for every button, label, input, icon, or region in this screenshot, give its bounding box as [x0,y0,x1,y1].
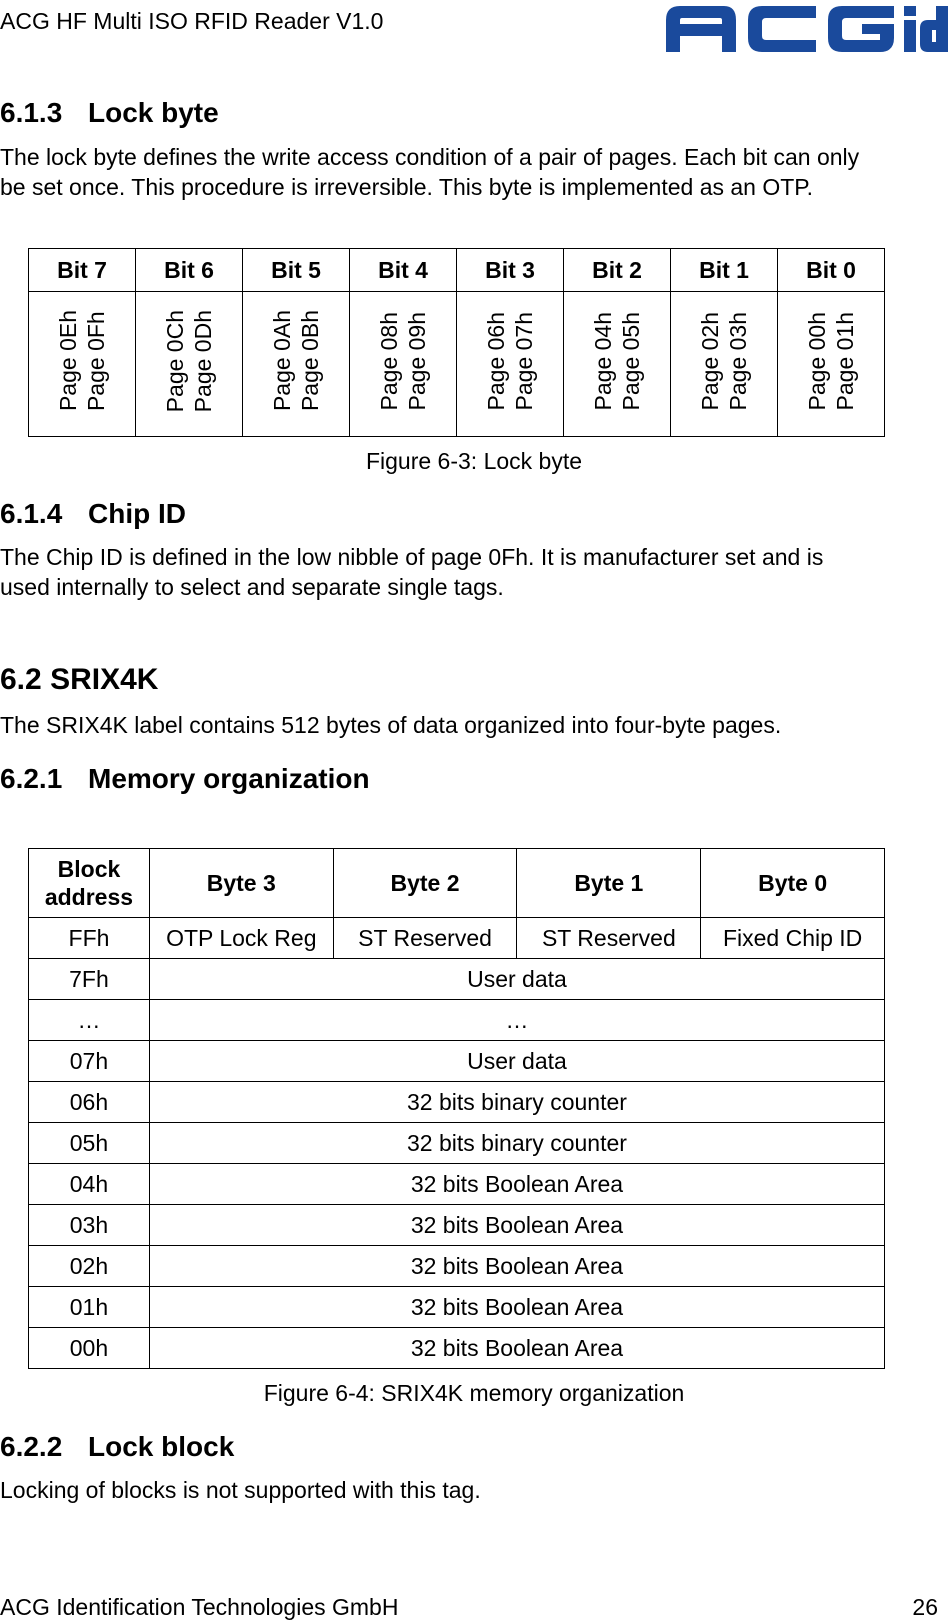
srix4k-paragraph: The SRIX4K label contains 512 bytes of data organized into four-byte pages. [0,712,782,738]
table-row [29,1123,885,1164]
address-cell: 01h [29,1287,150,1328]
address-cell: 02h [29,1246,150,1287]
table-row [29,1000,885,1041]
byte-header: Byte 3 [149,849,333,918]
block-value-cell: 32 bits Boolean Area [149,1205,884,1246]
heading-6-1-3 [0,97,219,129]
block-value-cell: 32 bits Boolean Area [149,1246,884,1287]
section-title: SRIX4K [50,663,159,696]
address-cell: … [29,1000,150,1041]
section-number: 6.1.4 [0,498,63,529]
page-label: Page 02h [697,311,723,411]
heading-6-2-1 [0,763,370,795]
page-label: Page 09h [404,311,430,411]
header-title: ACG HF Multi ISO RFID Reader V1.0 [0,8,384,34]
table-row [29,1287,885,1328]
page-label: Page 0Dh [190,309,216,413]
byte-cell: OTP Lock Reg [149,918,333,959]
block-value-cell: … [149,1000,884,1041]
page-label: Page 03h [725,311,751,411]
block-value-cell: 32 bits binary counter [149,1123,884,1164]
memory-organization-table [28,848,885,1369]
lock-byte-paragraph [0,142,940,202]
page-label: Page 0Fh [83,311,109,412]
address-cell: 07h [29,1041,150,1082]
section-number: 6.2.1 [0,763,63,794]
block-value-cell: 32 bits Boolean Area [149,1164,884,1205]
address-cell: 04h [29,1164,150,1205]
page-label: Page 0Eh [55,310,81,412]
page-label: Page 08h [376,311,402,411]
page-label: Page 06h [483,311,509,411]
heading-6-1-4 [0,498,186,530]
bit-header: Bit 4 [350,249,457,292]
address-cell: 06h [29,1082,150,1123]
byte-header: Byte 2 [333,849,517,918]
page-pair-cell [243,292,350,437]
acg-logo [666,2,948,54]
byte-cell: ST Reserved [517,918,701,959]
byte-cell: ST Reserved [333,918,517,959]
byte-header: Byte 0 [701,849,885,918]
heading-6-2 [0,663,158,697]
page-pair-cell [136,292,243,437]
page-label: Page 07h [511,311,537,411]
page-label: Page 04h [590,311,616,411]
section-number: 6.1.3 [0,97,63,128]
paragraph-line: be set once. This procedure is irreversible. This byte is implemented as an OTP. [0,174,814,200]
lock-block-paragraph: Locking of blocks is not supported with this tag. [0,1477,481,1503]
section-number: 6.2 [0,663,42,696]
bit-header: Bit 7 [29,249,136,292]
table-header-row [29,849,885,918]
table-header-row [29,249,885,292]
figure-caption-lock-byte: Figure 6-3: Lock byte [365,448,583,474]
block-address-header [29,849,150,918]
bit-header: Bit 1 [671,249,778,292]
block-value-cell: User data [149,959,884,1000]
page-label: Page 0Ch [162,309,188,413]
section-title: Memory organization [88,763,370,794]
block-value-cell: 32 bits Boolean Area [149,1328,884,1369]
heading-6-2-2 [0,1431,234,1463]
table-row [29,959,885,1000]
bit-header: Bit 6 [136,249,243,292]
page-pair-cell [671,292,778,437]
lock-byte-table [28,248,885,437]
address-cell: 05h [29,1123,150,1164]
figure-caption-memory: Figure 6-4: SRIX4K memory organization [263,1380,685,1406]
bit-header: Bit 3 [457,249,564,292]
bit-header: Bit 2 [564,249,671,292]
table-row [29,1205,885,1246]
section-title: Chip ID [88,498,186,529]
page-label: Page 00h [804,311,830,411]
page-label: Page 05h [618,311,644,411]
page-pair-cell [457,292,564,437]
header-line: address [44,884,134,910]
table-row [29,1041,885,1082]
table-row [29,292,885,437]
block-value-cell: User data [149,1041,884,1082]
address-cell: 03h [29,1205,150,1246]
byte-header: Byte 1 [517,849,701,918]
address-cell: 00h [29,1328,150,1369]
page-pair-cell [778,292,885,437]
address-cell: FFh [29,918,150,959]
table-row [29,918,885,959]
address-cell: 7Fh [29,959,150,1000]
byte-cell: Fixed Chip ID [701,918,885,959]
page-label: Page 01h [832,311,858,411]
page-pair-cell [564,292,671,437]
paragraph-line: The lock byte defines the write access condition of a pair of pages. Each bit can only [0,144,860,170]
table-row [29,1164,885,1205]
block-value-cell: 32 bits Boolean Area [149,1287,884,1328]
chip-id-paragraph [0,542,940,602]
page-pair-cell [350,292,457,437]
section-number: 6.2.2 [0,1431,63,1462]
block-value-cell: 32 bits binary counter [149,1082,884,1123]
page-label: Page 0Ah [269,310,295,412]
paragraph-line: used internally to select and separate single tags. [0,574,504,600]
bit-header: Bit 0 [778,249,885,292]
table-row [29,1246,885,1287]
footer-company: ACG Identification Technologies GmbH [0,1594,399,1620]
section-title: Lock block [88,1431,235,1462]
paragraph-line: The Chip ID is defined in the low nibble of page 0Fh. It is manufacturer set and is [0,544,824,570]
page-pair-cell [29,292,136,437]
table-row [29,1082,885,1123]
table-row [29,1328,885,1369]
page-label: Page 0Bh [297,310,323,412]
section-title: Lock byte [88,97,219,128]
bit-header: Bit 5 [243,249,350,292]
page-number: 26 [912,1594,938,1620]
header-line: Block [57,856,121,882]
